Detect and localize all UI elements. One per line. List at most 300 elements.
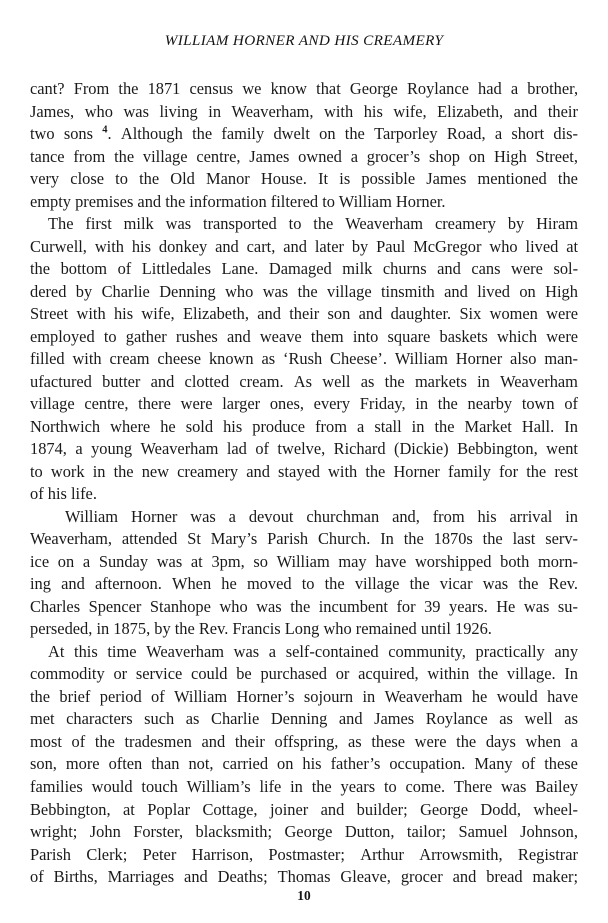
word: of	[564, 394, 578, 414]
word: be	[236, 664, 252, 684]
word: the	[384, 371, 405, 391]
word-gap	[249, 303, 257, 326]
word-gap	[536, 348, 544, 371]
word-gap	[295, 686, 304, 709]
word-gap	[268, 551, 277, 574]
word-gap	[503, 528, 513, 551]
word-gap	[281, 776, 290, 799]
word-gap	[362, 731, 372, 754]
word: Samuel	[458, 822, 508, 842]
word-gap	[236, 506, 249, 529]
word: who	[225, 281, 254, 301]
word: 1871	[147, 79, 181, 98]
word: dis-	[553, 124, 579, 144]
word-gap	[473, 573, 483, 596]
word-gap	[406, 393, 416, 416]
word-gap	[258, 799, 270, 822]
word: in	[208, 101, 222, 121]
running-header: WILLIAM HORNER AND HIS CREAMERY	[164, 32, 444, 49]
word-gap	[133, 708, 145, 731]
page-number: 10	[297, 888, 311, 903]
word-gap	[282, 596, 291, 619]
word-gap	[211, 596, 220, 619]
word-gap	[182, 663, 191, 686]
word: the	[192, 124, 213, 144]
word: his	[113, 304, 134, 324]
word-gap	[307, 236, 315, 259]
word: Dutton,	[344, 822, 395, 842]
word: as	[348, 731, 362, 751]
word-gap	[49, 551, 58, 574]
word-gap	[64, 641, 74, 664]
word: Peter	[142, 844, 177, 864]
word: to	[288, 214, 302, 234]
word-gap	[104, 168, 115, 191]
word: both	[500, 551, 530, 571]
word: grocer	[400, 867, 443, 887]
word-gap	[545, 641, 555, 664]
word: or	[113, 664, 128, 684]
word: he	[221, 574, 237, 594]
word-gap	[270, 461, 278, 484]
word: more	[65, 754, 100, 774]
word: to	[301, 574, 315, 594]
word: have	[547, 686, 579, 706]
word: at	[566, 236, 579, 256]
word: and	[320, 799, 345, 819]
word: serv-	[545, 529, 578, 549]
word: Although	[120, 124, 183, 144]
word: dwelt	[273, 124, 310, 144]
word-gap	[414, 708, 426, 731]
word-gap	[275, 348, 283, 371]
word: dered	[30, 281, 67, 301]
word: period	[99, 686, 142, 706]
word: a	[357, 416, 365, 436]
word-gap	[182, 551, 191, 574]
word: practically	[475, 641, 545, 661]
word: Postmaster;	[268, 844, 345, 864]
word: a	[570, 731, 578, 751]
word-gap	[424, 528, 434, 551]
word: Arrowsmith,	[419, 844, 503, 864]
text-line: empty premises and the information filtered to William Horner.	[30, 191, 446, 211]
word-gap	[364, 416, 374, 439]
word: on	[468, 146, 486, 166]
word-gap	[66, 281, 75, 304]
word: (Dickie)	[394, 439, 449, 459]
word-gap	[387, 348, 395, 371]
word-gap	[374, 371, 384, 394]
word: within	[427, 664, 470, 684]
word-gap	[344, 326, 353, 349]
word-gap	[85, 573, 95, 596]
word-gap	[107, 258, 118, 281]
word-gap	[199, 708, 211, 731]
text-line	[30, 573, 578, 596]
word: a	[228, 506, 236, 526]
word: wright;	[30, 822, 78, 842]
word: in	[290, 776, 303, 796]
word-gap	[305, 416, 315, 439]
word-gap	[438, 123, 447, 146]
word-gap	[415, 168, 426, 191]
word: sojourn	[303, 686, 354, 706]
word: attended	[121, 529, 178, 549]
word: markets	[414, 371, 467, 391]
word-gap	[203, 551, 212, 574]
word-gap	[458, 393, 468, 416]
word-gap	[488, 596, 497, 619]
text-line	[30, 686, 578, 709]
body-text-column	[30, 78, 578, 889]
word: stall	[374, 416, 402, 436]
word: ing	[30, 574, 51, 594]
word: Roylance	[406, 79, 469, 98]
word-gap	[556, 663, 565, 686]
word-gap	[325, 438, 333, 461]
word: his	[363, 101, 383, 121]
word: met	[30, 709, 55, 729]
word-gap	[192, 731, 202, 754]
word-gap	[65, 78, 74, 101]
word-gap	[405, 731, 415, 754]
word-gap	[485, 146, 494, 169]
word-gap	[281, 303, 289, 326]
word-gap	[292, 573, 302, 596]
word: lived	[525, 236, 559, 256]
word: Gleave,	[340, 867, 391, 887]
word-gap	[98, 866, 108, 889]
word: well	[524, 709, 553, 729]
word: a	[75, 439, 83, 459]
word: arrival	[509, 506, 553, 526]
word-gap	[518, 78, 527, 101]
word: Manor	[206, 169, 250, 189]
word: in	[362, 686, 376, 706]
text-line	[30, 663, 578, 686]
word: the	[114, 146, 135, 166]
word-gap	[174, 708, 186, 731]
word: purchased	[260, 664, 327, 684]
text-line	[30, 596, 578, 619]
word-gap	[50, 686, 59, 709]
word-gap	[497, 506, 510, 529]
word-gap	[254, 348, 262, 371]
word: William’s	[186, 776, 251, 796]
word: From	[73, 79, 110, 98]
word-gap	[201, 528, 211, 551]
word: is	[339, 169, 351, 189]
word-gap	[85, 731, 95, 754]
word-gap	[435, 281, 444, 304]
word: was	[190, 506, 216, 526]
word-gap	[83, 776, 92, 799]
text-line	[30, 461, 578, 484]
word-gap	[142, 686, 151, 709]
word: or	[335, 664, 350, 684]
word-gap	[336, 123, 345, 146]
word-gap	[372, 258, 383, 281]
word: any	[554, 641, 579, 661]
word-gap	[441, 596, 450, 619]
word-gap	[252, 663, 261, 686]
word: Harrison,	[191, 844, 254, 864]
word: Horner	[393, 461, 440, 481]
word: village	[327, 281, 372, 301]
word-gap	[258, 258, 269, 281]
text-line	[30, 506, 578, 529]
word-gap	[333, 213, 345, 236]
word-gap	[260, 393, 270, 416]
word-gap	[558, 236, 566, 259]
word: in	[477, 371, 490, 391]
word: we	[242, 79, 262, 98]
text-line	[30, 551, 578, 574]
word-gap	[212, 393, 222, 416]
word-gap	[398, 78, 407, 101]
word-gap	[554, 416, 564, 439]
word-gap	[105, 663, 114, 686]
word-gap	[214, 753, 223, 776]
word: at	[123, 799, 135, 819]
word: the	[557, 169, 578, 189]
word: Arthur	[360, 844, 404, 864]
word: was	[262, 281, 289, 301]
word-gap	[367, 551, 376, 574]
word-gap	[183, 821, 195, 844]
word: service	[135, 664, 183, 684]
word-gap	[538, 686, 547, 709]
word-gap	[159, 168, 170, 191]
word: Elizabeth,	[437, 101, 504, 121]
word: mentioned	[477, 169, 547, 189]
word: time	[107, 641, 137, 661]
word: Rev.	[548, 574, 578, 594]
word: village	[30, 394, 75, 414]
word: the	[94, 731, 115, 751]
word: so	[253, 551, 268, 571]
text-line	[30, 258, 578, 281]
word-gap	[476, 731, 486, 754]
word-gap	[332, 821, 344, 844]
word: were	[511, 259, 543, 279]
word: to	[103, 326, 117, 346]
word-gap	[420, 506, 433, 529]
word: on	[319, 124, 336, 144]
word: in	[565, 506, 578, 526]
word: could	[191, 664, 228, 684]
word: wife,	[393, 101, 427, 121]
word: builder;	[356, 799, 408, 819]
word: Denning	[159, 281, 216, 301]
word-gap	[498, 663, 507, 686]
word: $^4$.	[102, 124, 112, 144]
word-gap	[538, 573, 548, 596]
word: of	[71, 731, 86, 751]
word-gap	[544, 123, 553, 146]
word-gap	[408, 799, 420, 822]
word-gap	[549, 596, 558, 619]
word-gap	[394, 528, 404, 551]
word-gap	[397, 776, 406, 799]
word: At	[48, 641, 65, 661]
text-line	[30, 641, 578, 664]
word-gap	[466, 168, 477, 191]
word: most	[30, 731, 62, 751]
word: also	[510, 349, 537, 369]
word: man-	[544, 349, 579, 369]
word: larger	[222, 394, 261, 414]
word: Cottage,	[202, 799, 258, 819]
word-gap	[133, 303, 141, 326]
paragraph-devout-churchman	[30, 506, 578, 641]
word-gap	[468, 799, 480, 822]
word: churns	[382, 259, 427, 279]
word-gap	[73, 213, 85, 236]
word: Denning	[270, 709, 328, 729]
word: blacksmith;	[195, 822, 273, 842]
word: wheel-	[533, 799, 578, 819]
word: village	[354, 574, 400, 594]
word: shop	[429, 146, 460, 166]
word: William	[174, 686, 228, 706]
word: days	[485, 731, 516, 751]
word: In	[564, 664, 578, 684]
paragraph-self-contained-community	[30, 641, 578, 889]
word: brother,	[527, 79, 579, 98]
word: would	[91, 776, 133, 796]
word-gap	[74, 551, 83, 574]
word-gap	[491, 461, 499, 484]
word-gap	[330, 551, 339, 574]
word-gap	[547, 168, 558, 191]
word: Market	[464, 416, 512, 436]
word-gap	[190, 799, 202, 822]
word-gap	[272, 821, 284, 844]
word-gap	[183, 123, 192, 146]
word-gap	[350, 303, 358, 326]
word-gap	[67, 438, 75, 461]
word-gap	[98, 641, 108, 664]
word-gap	[149, 101, 160, 124]
word: son	[327, 304, 351, 324]
word-gap	[513, 708, 525, 731]
word: from	[315, 416, 347, 436]
word-gap	[406, 551, 415, 574]
word: with	[324, 101, 354, 121]
word: daughter.	[390, 304, 452, 324]
word: 1870s	[433, 529, 473, 549]
word-gap	[188, 146, 197, 169]
word: milk	[123, 214, 154, 234]
word: Weaverham	[384, 686, 463, 706]
word-gap	[128, 393, 138, 416]
word-gap	[516, 731, 526, 754]
word: census	[189, 79, 234, 98]
word: tailor;	[406, 822, 447, 842]
word: on	[57, 551, 75, 571]
word-gap	[135, 799, 147, 822]
word-gap	[537, 326, 546, 349]
word: Parish	[267, 529, 309, 549]
word-gap	[500, 258, 511, 281]
word-gap	[151, 236, 159, 259]
word-gap	[105, 461, 113, 484]
text-line	[30, 438, 578, 461]
word-gap	[512, 416, 522, 439]
word-gap	[288, 281, 297, 304]
word: who	[84, 101, 113, 121]
word-gap	[51, 573, 61, 596]
word: in	[92, 461, 106, 481]
word: into	[352, 326, 379, 346]
word: short	[511, 124, 545, 144]
word-gap	[240, 146, 249, 169]
word: years	[340, 776, 376, 796]
word-gap	[382, 303, 390, 326]
word-gap	[275, 236, 283, 259]
word-gap	[424, 416, 434, 439]
word: was	[500, 776, 527, 796]
word-gap	[512, 393, 522, 416]
word-gap	[314, 573, 324, 596]
word: were	[546, 304, 579, 324]
word: son,	[30, 754, 57, 774]
word-gap	[394, 821, 406, 844]
word-gap	[141, 596, 150, 619]
word-gap	[224, 641, 234, 664]
word: Johnson,	[520, 822, 578, 842]
word: Northwich	[30, 416, 101, 436]
word-gap	[378, 326, 387, 349]
word: James,	[30, 101, 75, 121]
word: self-contained	[285, 641, 379, 661]
word-gap	[447, 731, 457, 754]
text-line: perseded, in 1875, by the Rev. Francis Long who remained until 1926.	[30, 619, 492, 639]
word: with	[94, 236, 124, 256]
word-gap	[443, 866, 453, 889]
word: the	[437, 394, 458, 414]
word: In	[380, 529, 394, 549]
word: the	[482, 529, 503, 549]
word-gap	[427, 258, 438, 281]
word-gap	[523, 866, 533, 889]
word-gap	[127, 663, 136, 686]
word: his	[477, 506, 497, 526]
word: the	[409, 574, 430, 594]
word: and	[61, 574, 85, 594]
word: rushes	[175, 326, 218, 346]
word: Street	[30, 304, 69, 324]
word: transported	[203, 214, 277, 234]
word: Road,	[446, 124, 486, 144]
word: employed	[30, 326, 95, 346]
word-gap	[344, 236, 352, 259]
word-gap	[513, 753, 522, 776]
word: High	[493, 146, 527, 166]
word-gap	[92, 281, 101, 304]
word: Six	[459, 304, 482, 324]
word-gap	[85, 461, 93, 484]
word-gap	[380, 753, 389, 776]
word: and	[184, 867, 208, 887]
word: James	[426, 169, 467, 189]
word: Bebbington,	[30, 799, 111, 819]
word: of	[30, 867, 44, 887]
word-gap	[177, 506, 190, 529]
word: who	[219, 596, 248, 616]
